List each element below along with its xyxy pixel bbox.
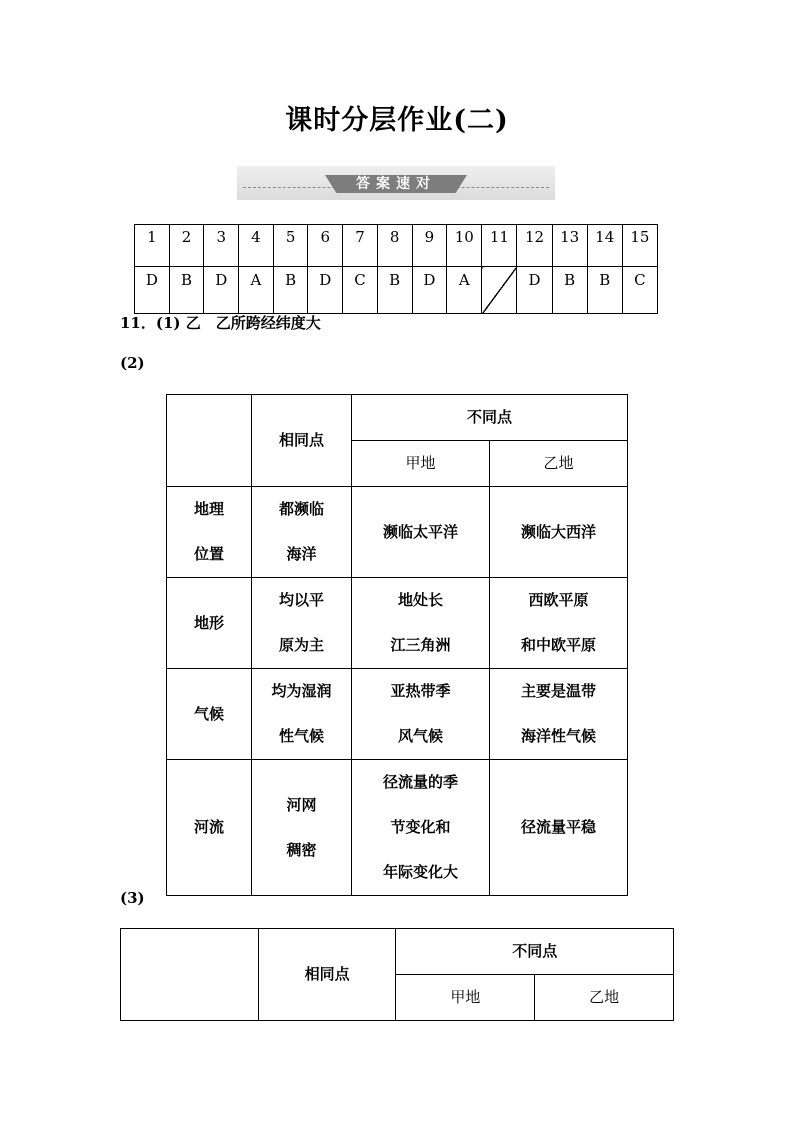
answer-cell: A: [239, 267, 274, 314]
corner-cell: [121, 929, 259, 1021]
question-number-cell: 5: [273, 225, 308, 267]
answer-value-row: [135, 267, 658, 314]
row-same: 均以平 原为主: [252, 578, 352, 669]
answer-cell: C: [343, 267, 378, 314]
question-number-cell: 15: [622, 225, 657, 267]
header-jia: 甲地: [396, 975, 535, 1021]
answer-cell: B: [169, 267, 204, 314]
answer-cell: D: [517, 267, 552, 314]
header-same: 相同点: [258, 929, 396, 1021]
banner-label: 答案速对: [356, 176, 436, 192]
comparison-table: [166, 394, 628, 896]
question-number-cell: 7: [343, 225, 378, 267]
answer-cell: C: [622, 267, 657, 314]
row-yi: 径流量平稳: [490, 760, 628, 896]
question-number-cell: 10: [447, 225, 482, 267]
question-number-cell: 3: [204, 225, 239, 267]
answer-cell: B: [273, 267, 308, 314]
row-jia: 地处长 江三角洲: [352, 578, 490, 669]
answer-table: [134, 224, 658, 314]
question-number-cell: 8: [377, 225, 412, 267]
row-yi: 主要是温带 海洋性气候: [490, 669, 628, 760]
row-jia: 亚热带季 风气候: [352, 669, 490, 760]
answer-cell: B: [552, 267, 587, 314]
answer-cell: D: [308, 267, 343, 314]
row-jia: 径流量的季 节变化和 年际变化大: [352, 760, 490, 896]
question-11-part-2-label: (2): [120, 354, 145, 372]
answer-cell: D: [412, 267, 447, 314]
row-same: 均为湿润 性气候: [252, 669, 352, 760]
answer-cell: D: [135, 267, 170, 314]
answer-cell: A: [447, 267, 482, 314]
question-number-cell: 14: [587, 225, 622, 267]
row-yi: 濒临大西洋: [490, 487, 628, 578]
row-same: 都濒临 海洋: [252, 487, 352, 578]
page-title: 课时分层作业(二): [285, 105, 509, 136]
row-yi: 西欧平原 和中欧平原: [490, 578, 628, 669]
corner-cell: [167, 395, 252, 487]
header-jia: 甲地: [352, 441, 490, 487]
row-same: 河网 稠密: [252, 760, 352, 896]
answer-banner: [237, 166, 555, 200]
answer-diagonal-cell: [482, 267, 517, 314]
question-11-part-3-label: (3): [120, 889, 145, 907]
header-same: 相同点: [252, 395, 352, 487]
table-row: [167, 669, 628, 760]
header-yi: 乙地: [535, 975, 674, 1021]
question-number-cell: 9: [412, 225, 447, 267]
comparison-table-2: [120, 928, 674, 1021]
row-category: 地形: [167, 578, 252, 669]
question-number-cell: 1: [135, 225, 170, 267]
question-number-cell: 6: [308, 225, 343, 267]
question-11-part-1: 11．(1) 乙 乙所跨经纬度大: [120, 314, 321, 332]
row-category: 地理 位置: [167, 487, 252, 578]
question-number-cell: 13: [552, 225, 587, 267]
row-category: 河流: [167, 760, 252, 896]
question-number-cell: 12: [517, 225, 552, 267]
question-number-cell: 11: [482, 225, 517, 267]
answer-cell: D: [204, 267, 239, 314]
table-row: [167, 578, 628, 669]
header-diff: 不同点: [396, 929, 674, 975]
question-number-cell: 4: [239, 225, 274, 267]
answer-number-row: [135, 225, 658, 267]
answer-cell: B: [377, 267, 412, 314]
answer-cell: B: [587, 267, 622, 314]
question-number-cell: 2: [169, 225, 204, 267]
table-row: [167, 487, 628, 578]
table-row: [167, 760, 628, 896]
header-diff: 不同点: [352, 395, 628, 441]
header-yi: 乙地: [490, 441, 628, 487]
row-jia: 濒临太平洋: [352, 487, 490, 578]
row-category: 气候: [167, 669, 252, 760]
